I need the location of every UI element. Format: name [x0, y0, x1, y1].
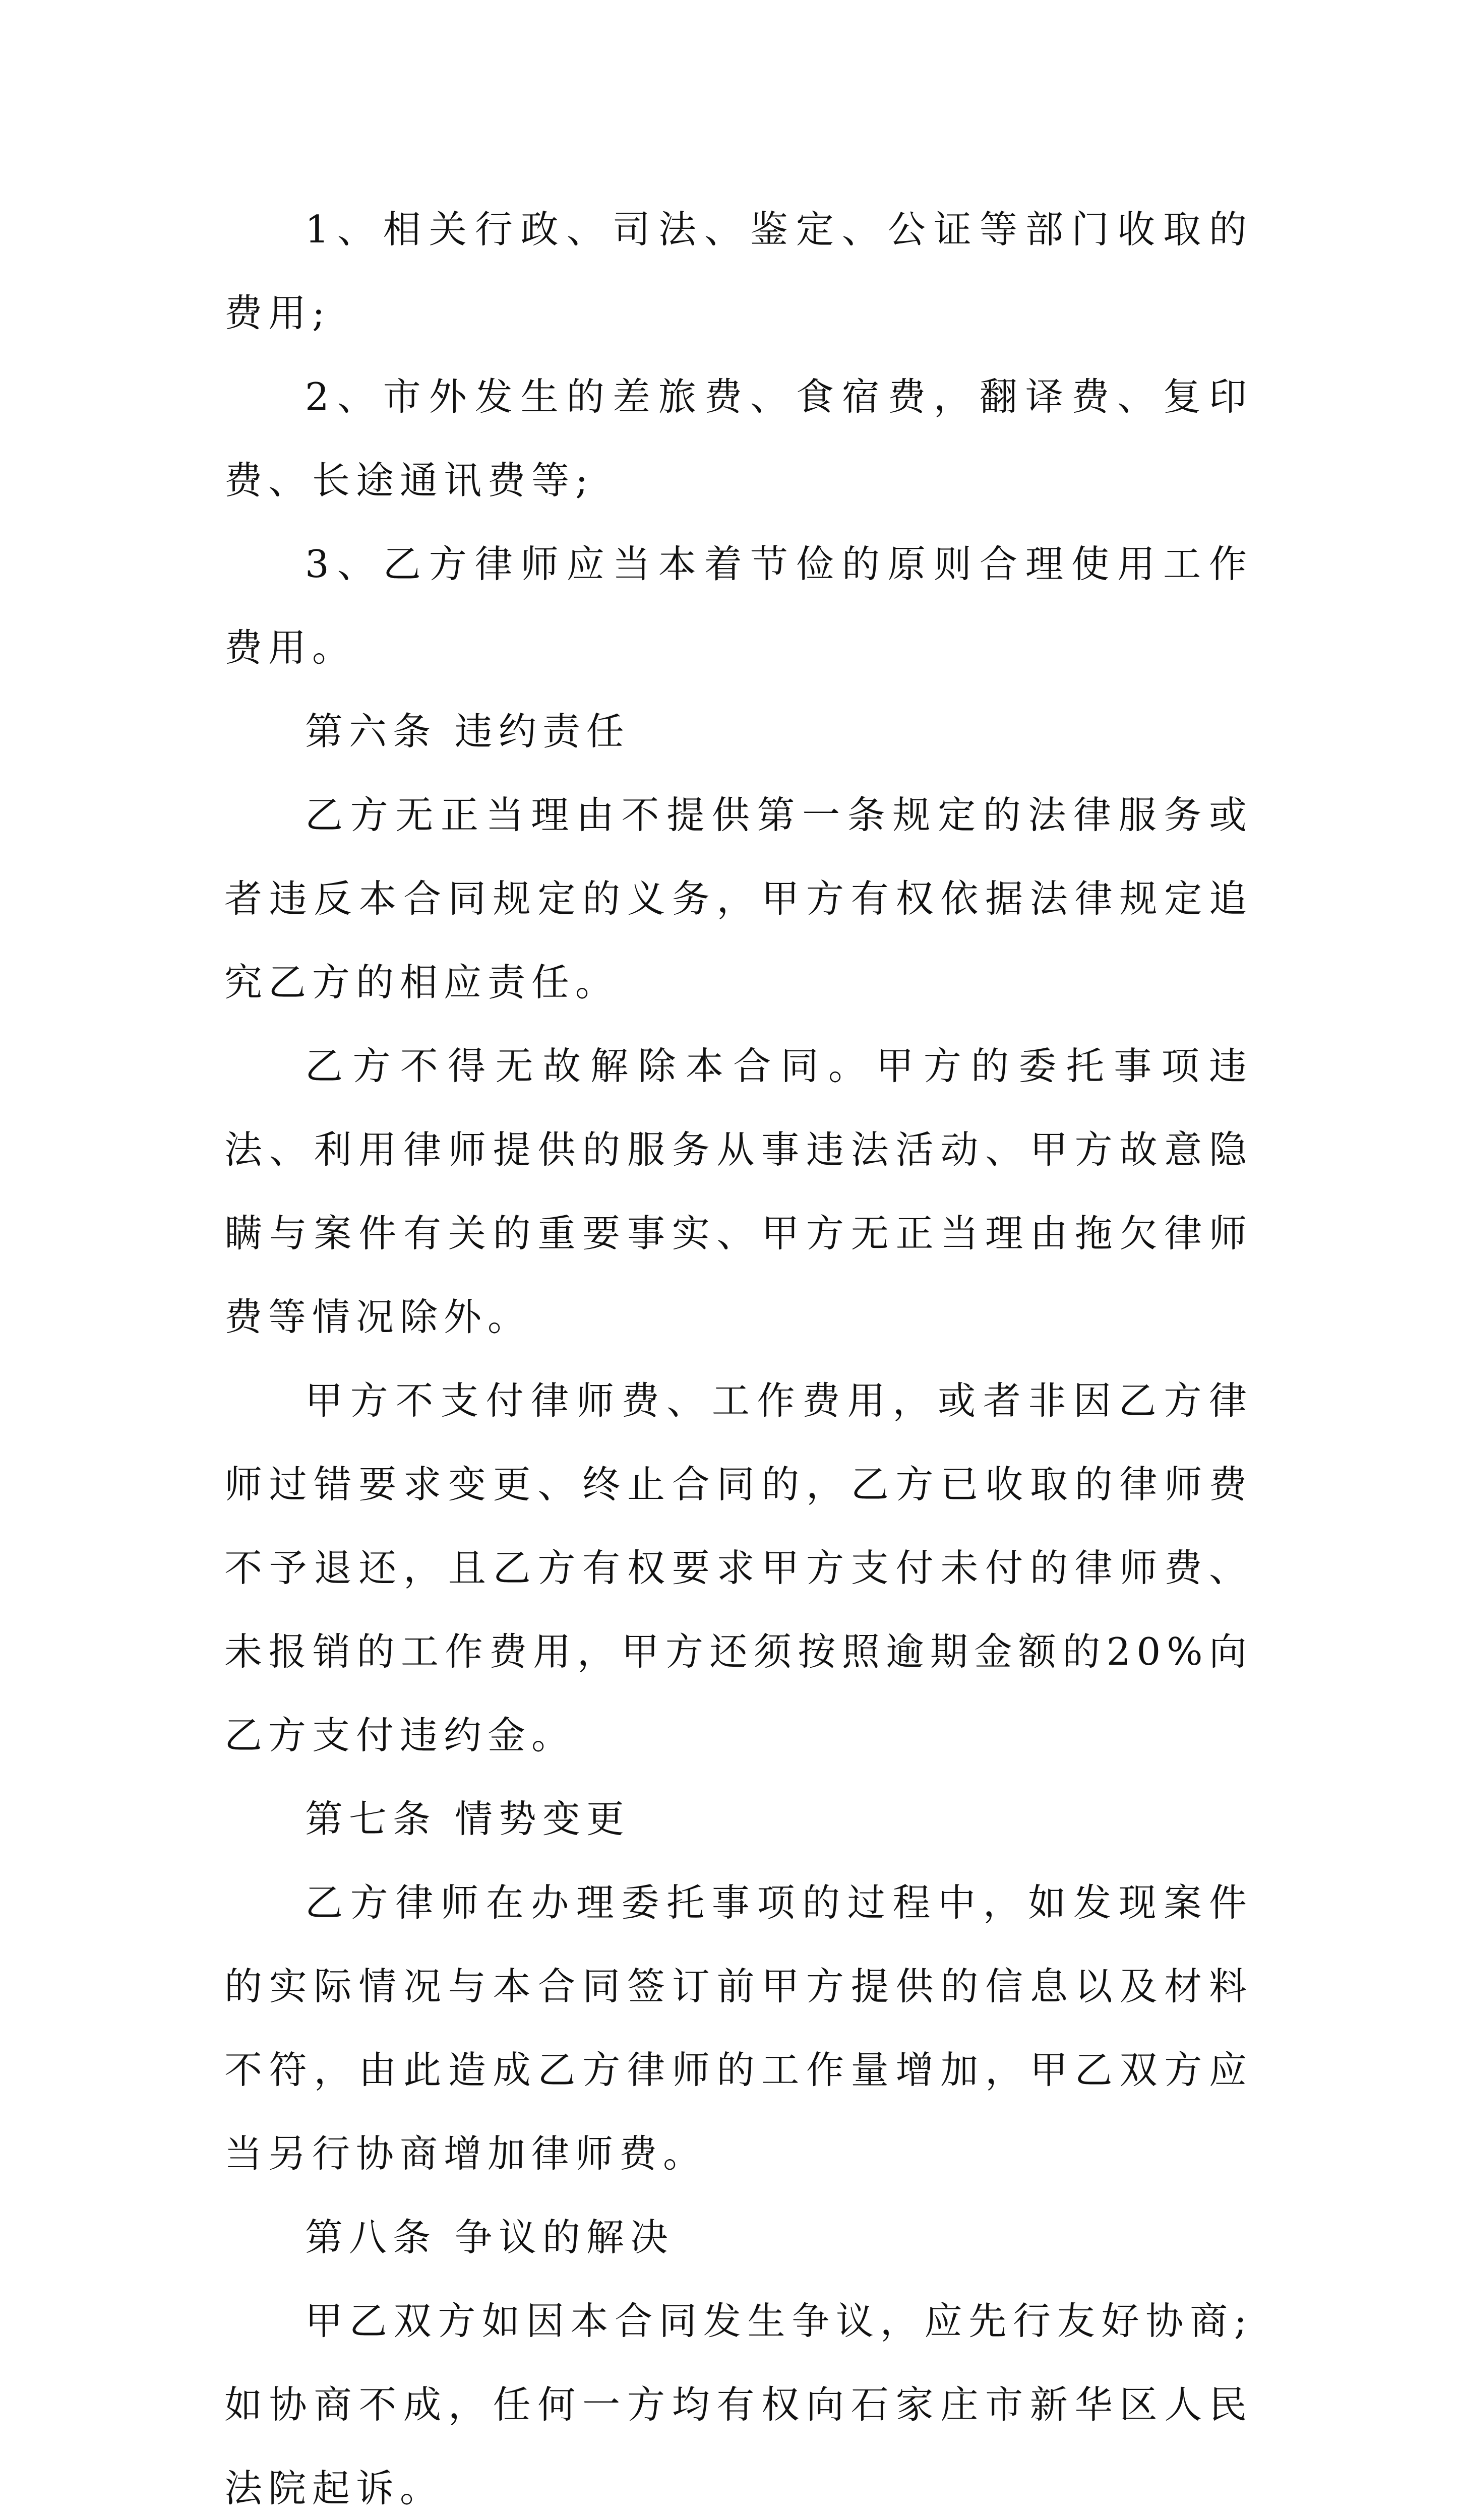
article-8-paragraph: 甲乙双方如因本合同发生争议，应先行友好协商;如协商不成，任何一方均有权向石家庄市新华区人民法院起诉。: [224, 2299, 1253, 2510]
list-item-fee-3: 3、乙方律师应当本着节俭的原则合理使用工作费用。: [224, 542, 1253, 670]
document-body: [224, 187, 1253, 2520]
article-7-heading: 第七条 情势变更: [305, 1797, 630, 1841]
article-8-heading: 第八条 争议的解决: [305, 2215, 674, 2259]
article-6-paragraph-1: 乙方无正当理由不提供第一条规定的法律服务或者违反本合同规定的义务，甲方有权依据法律规定追究乙方的相应责任。: [224, 793, 1253, 1004]
article-6-paragraph-3: 甲方不支付律师费、工作费用，或者非因乙方律师过错要求变更、终止合同的，乙方已收取的律师费不予退还，且乙方有权要求甲方支付未付的律师费、未报销的工作费用，甲方还须按照逾期金额的20%向乙方支付违约金。: [224, 1378, 1253, 1757]
article-7-paragraph: 乙方律师在办理委托事项的过程中，如发现案件的实际情况与本合同签订前甲方提供的信息以及材料不符，由此造成乙方律师的工作量增加，甲乙双方应当另行协商增加律师费。: [224, 1880, 1253, 2176]
list-item-fee-2: 2、市外发生的差旅费、食宿费，翻译费、复印费、长途通讯费等;: [224, 374, 1253, 502]
article-6-paragraph-2: 乙方不得无故解除本合同。甲方的委托事项违法、利用律师提供的服务从事违法活动、甲方故意隐瞒与案件有关的重要事实、甲方无正当理由拖欠律师费等情况除外。: [224, 1044, 1253, 1339]
article-6-heading: 第六条 违约责任: [305, 709, 630, 753]
list-item-fee-1: 1、相关行政、司法、鉴定、公证等部门收取的费用;: [224, 207, 1253, 335]
